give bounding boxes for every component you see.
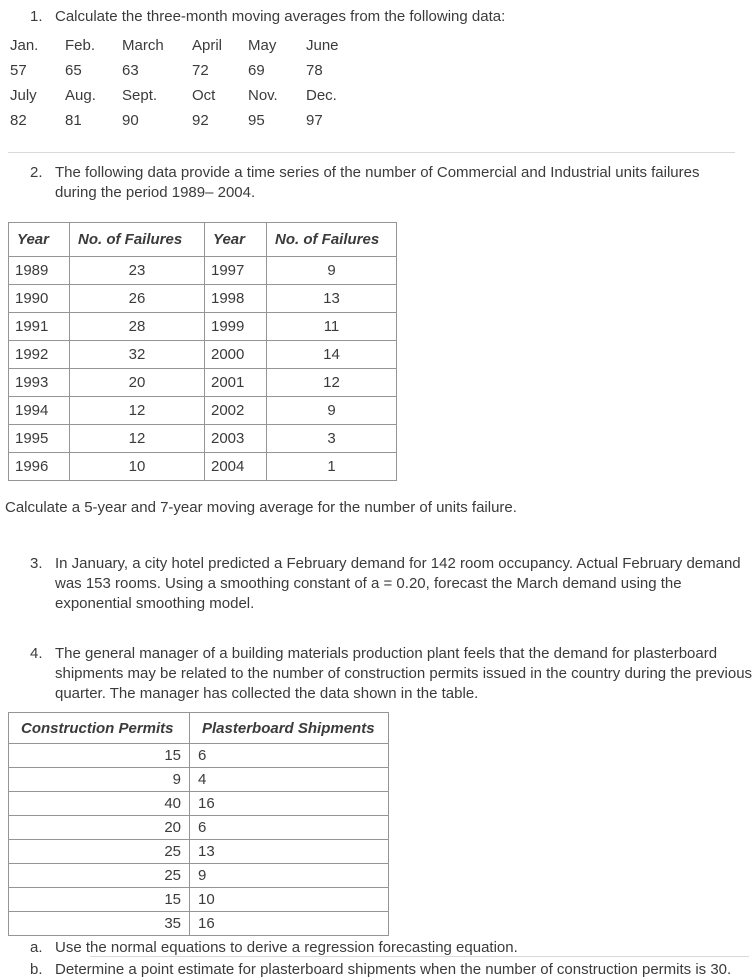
value-cell: 72 [192, 62, 209, 79]
permits-table [8, 712, 389, 936]
question-1-number: 1. [30, 8, 43, 25]
question-2-line: during the period 1989– 2004. [55, 184, 256, 201]
value-cell: 92 [192, 112, 209, 129]
table-row [9, 912, 389, 936]
value-cell: 95 [248, 112, 265, 129]
table-cell: 25 [9, 840, 190, 864]
table-cell: 4 [190, 768, 389, 792]
value-cell: 81 [65, 112, 82, 129]
month-cell: June [306, 37, 339, 54]
month-cell: Jan. [10, 37, 39, 54]
question-4-text [55, 644, 752, 704]
value-cell: 82 [10, 112, 27, 129]
table-cell: 1999 [205, 313, 267, 341]
question-1 [0, 7, 749, 27]
table-cell: 2002 [205, 397, 267, 425]
table-row [9, 840, 389, 864]
table-row [9, 257, 397, 285]
table-cell: 1990 [9, 285, 70, 313]
failures-table [8, 222, 397, 481]
table-row [9, 369, 397, 397]
question-2 [0, 163, 749, 203]
table-cell: 9 [9, 768, 190, 792]
table-row [9, 285, 397, 313]
table-row [9, 744, 389, 768]
table-cell: 1 [267, 453, 397, 481]
question-4-line: shipments may be related to the number of construction permits issued in the country during the previous [55, 665, 752, 682]
table-cell: 6 [190, 744, 389, 768]
table-cell: 1993 [9, 369, 70, 397]
table-cell: 2000 [205, 341, 267, 369]
subitem-b [0, 959, 749, 980]
table-header-cell: No. of Failures [70, 223, 205, 257]
table-header-cell: Year [205, 223, 267, 257]
value-cell: 78 [306, 62, 323, 79]
value-cell: 69 [248, 62, 265, 79]
table-cell: 2004 [205, 453, 267, 481]
question-3-line: exponential smoothing model. [55, 595, 255, 612]
table-cell: 6 [190, 816, 389, 840]
table-cell: 40 [9, 792, 190, 816]
table-row [9, 864, 389, 888]
value-cell: 65 [65, 62, 82, 79]
subitem-a-text: Use the normal equations to derive a regression forecasting equation. [55, 939, 518, 956]
table-cell: 20 [70, 369, 205, 397]
table-row [9, 816, 389, 840]
table-header-row [9, 223, 397, 257]
table-cell: 9 [267, 257, 397, 285]
table-cell: 11 [267, 313, 397, 341]
question-2-line: The following data provide a time series of the number of Commercial and Industrial units failures [55, 164, 700, 181]
month-cell: March [122, 37, 164, 54]
question-4 [0, 644, 752, 704]
q1-data-grid [10, 33, 749, 133]
question-4-line: quarter. The manager has collected the data shown in the table. [55, 685, 479, 702]
table-cell: 10 [190, 888, 389, 912]
table-cell: 9 [267, 397, 397, 425]
table-header-cell: Construction Permits [9, 713, 190, 744]
table-header-cell: Year [9, 223, 70, 257]
table-header-cell: No. of Failures [267, 223, 397, 257]
question-4-line: The general manager of a building materials production plant feels that the demand for plasterboard [55, 645, 718, 662]
bottom-divider [90, 956, 749, 957]
table-row [9, 341, 397, 369]
table-cell: 15 [9, 744, 190, 768]
table-cell: 32 [70, 341, 205, 369]
month-cell: Feb. [65, 37, 96, 54]
table-cell: 10 [70, 453, 205, 481]
question-2-footer: Calculate a 5-year and 7-year moving average for the number of units failure. [5, 499, 517, 516]
table-row [9, 313, 397, 341]
table-cell: 1996 [9, 453, 70, 481]
table-cell: 1997 [205, 257, 267, 285]
month-cell: Sept. [122, 87, 158, 104]
table-cell: 15 [9, 888, 190, 912]
table-cell: 9 [190, 864, 389, 888]
question-2-text [55, 163, 749, 203]
table-cell: 12 [70, 397, 205, 425]
table-cell: 20 [9, 816, 190, 840]
month-cell: Dec. [306, 87, 337, 104]
subitem-b-label: b. [30, 961, 43, 978]
question-2-number: 2. [30, 164, 43, 181]
table-cell: 3 [267, 425, 397, 453]
table-cell: 13 [267, 285, 397, 313]
table-cell: 12 [70, 425, 205, 453]
question-3 [0, 554, 749, 614]
question-3-number: 3. [30, 555, 43, 572]
subitem-a [0, 937, 749, 958]
table-row [9, 768, 389, 792]
value-cell: 90 [122, 112, 139, 129]
value-cell: 57 [10, 62, 27, 79]
table-row [9, 397, 397, 425]
month-cell: April [192, 37, 223, 54]
table-cell: 12 [267, 369, 397, 397]
subitem-b-text: Determine a point estimate for plasterboard shipments when the number of construction permits is 30. [55, 961, 732, 978]
table-row [9, 888, 389, 912]
table-cell: 28 [70, 313, 205, 341]
question-4-number: 4. [30, 645, 43, 662]
table-cell: 1998 [205, 285, 267, 313]
table-cell: 13 [190, 840, 389, 864]
table-header-row [9, 713, 389, 744]
value-cell: 97 [306, 112, 323, 129]
question-1-line: Calculate the three-month moving averages from the following data: [55, 8, 506, 25]
table-cell: 26 [70, 285, 205, 313]
table-cell: 1991 [9, 313, 70, 341]
table-cell: 14 [267, 341, 397, 369]
question-3-text [55, 554, 749, 614]
month-cell: Aug. [65, 87, 96, 104]
table-header-cell: Plasterboard Shipments [190, 713, 389, 744]
value-cell: 63 [122, 62, 139, 79]
section-divider [8, 152, 735, 153]
table-cell: 2003 [205, 425, 267, 453]
month-cell: Oct [192, 87, 216, 104]
month-cell: May [248, 37, 277, 54]
question-3-line: was 153 rooms. Using a smoothing constant of a = 0.20, forecast the March demand using the [55, 575, 682, 592]
table-cell: 1994 [9, 397, 70, 425]
table-cell: 1989 [9, 257, 70, 285]
table-row [9, 792, 389, 816]
question-3-line: In January, a city hotel predicted a February demand for 142 room occupancy. Actual February demand [55, 555, 741, 572]
table-cell: 1995 [9, 425, 70, 453]
table-cell: 23 [70, 257, 205, 285]
table-row [9, 425, 397, 453]
table-cell: 16 [190, 792, 389, 816]
table-cell: 1992 [9, 341, 70, 369]
month-cell: July [10, 87, 37, 104]
table-cell: 25 [9, 864, 190, 888]
subitem-a-label: a. [30, 939, 43, 956]
table-row [9, 453, 397, 481]
question-1-text [55, 7, 749, 27]
month-cell: Nov. [248, 87, 278, 104]
table-cell: 35 [9, 912, 190, 936]
table-cell: 2001 [205, 369, 267, 397]
table-cell: 16 [190, 912, 389, 936]
